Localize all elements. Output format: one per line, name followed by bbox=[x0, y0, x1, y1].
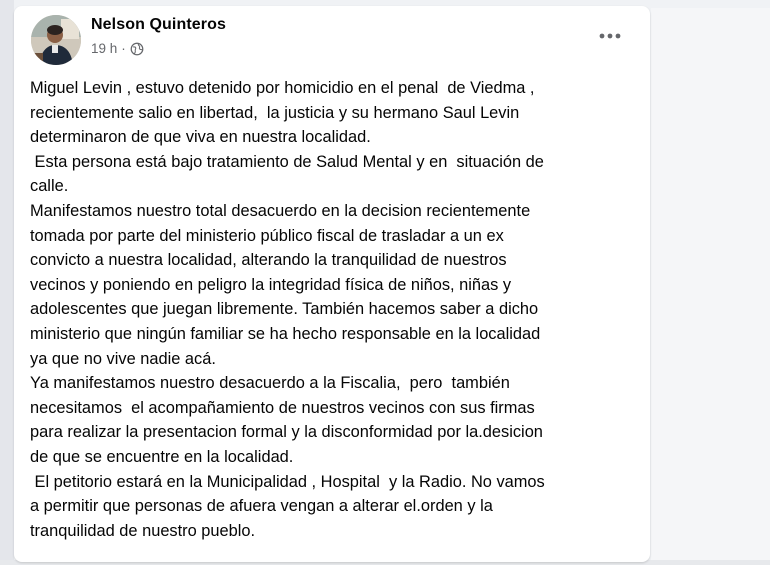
meta-separator: · bbox=[121, 41, 126, 56]
post-body-line: recientemente salio en libertad, la justicia y su hermano Saul Levin bbox=[30, 103, 520, 122]
globe-icon[interactable] bbox=[130, 42, 144, 56]
right-background-panel bbox=[651, 8, 770, 565]
post-body-line: tomada por parte del ministerio público fiscal de trasladar a un ex bbox=[30, 226, 504, 245]
post-body-line: a permitir que personas de afuera vengan a alterar el.orden y la bbox=[30, 497, 493, 516]
post-card bbox=[14, 6, 650, 562]
post-body-line: ya que no vive nadie acá. bbox=[30, 349, 216, 368]
post-timestamp[interactable]: 19 h bbox=[91, 41, 118, 56]
more-options-button[interactable] bbox=[594, 24, 626, 48]
profile-photo-icon bbox=[31, 15, 81, 65]
post-body-line: para realizar la presentacion formal y la disconformidad por la.desicion bbox=[30, 423, 543, 442]
post-body-line: convicto a nuestra localidad, alterando la tranquilidad de nuestros bbox=[30, 251, 507, 270]
post-body-line: determinaron de que viva en nuestra localidad. bbox=[30, 128, 371, 147]
author-avatar[interactable] bbox=[31, 15, 81, 65]
post-body-line: Manifestamos nuestro total desacuerdo en la decision recientemente bbox=[30, 201, 531, 220]
post-meta bbox=[91, 41, 144, 56]
post-body-line: Ya manifestamos nuestro desacuerdo a la Fiscalia, pero también bbox=[30, 374, 510, 393]
post-body-line: Esta persona está bajo tratamiento de Salud Mental y en situación de bbox=[30, 152, 544, 171]
post-body-line: de que se encuentre en la localidad. bbox=[30, 447, 294, 466]
post-body-line: tranquilidad de nuestro pueblo. bbox=[30, 521, 256, 540]
post-body-line: necesitamos el acompañamiento de nuestros vecinos con sus firmas bbox=[30, 398, 535, 417]
post-body bbox=[30, 76, 640, 543]
post-body-line: El petitorio estará en la Municipalidad , Hospital y la Radio. No vamos bbox=[30, 472, 545, 491]
more-horizontal-icon bbox=[599, 33, 621, 39]
post-body-line: ministerio que ningún familiar se ha hecho responsable en la localidad bbox=[30, 324, 541, 343]
post-body-line: Miguel Levin , estuvo detenido por homicidio en el penal de Viedma , bbox=[30, 79, 535, 97]
left-background-strip bbox=[0, 0, 14, 565]
post-body-line: vecinos y poniendo en peligro la integridad física de niños, niñas y bbox=[30, 275, 512, 294]
post-body-line: calle. bbox=[30, 177, 69, 196]
author-name[interactable]: Nelson Quinteros bbox=[91, 16, 226, 33]
post-body-line: adolescentes que juegan libremente. También hacemos saber a dicho bbox=[30, 300, 539, 319]
